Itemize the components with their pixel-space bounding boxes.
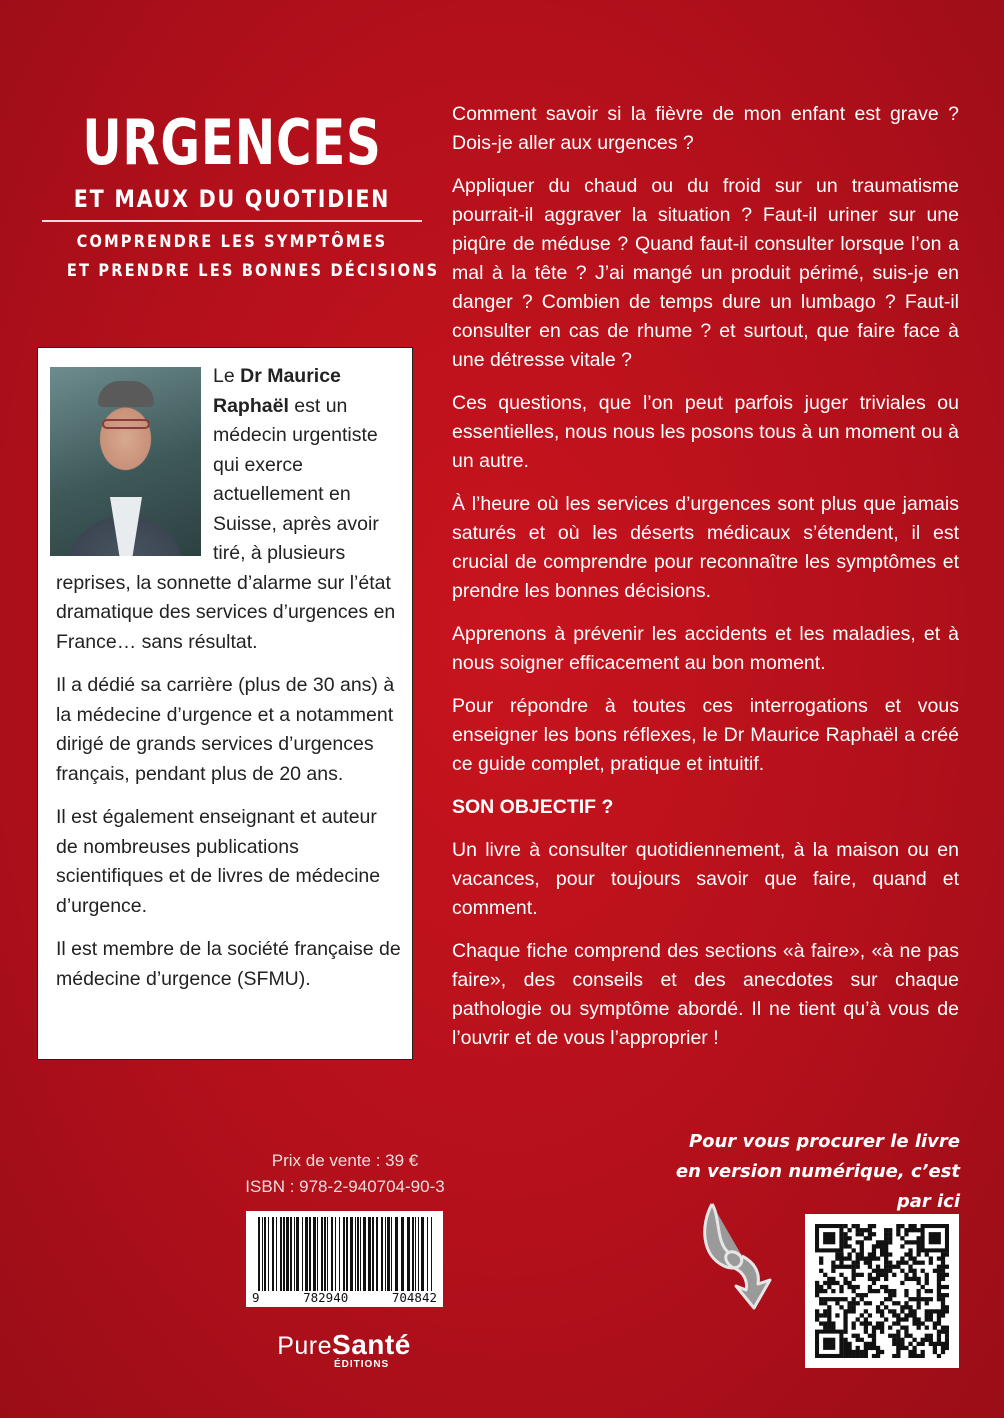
- book-subtitle: ET MAUX DU QUOTIDIEN: [73, 185, 391, 213]
- description-paragraph: Comment savoir si la fièvre de mon enfant est grave ? Dois-je aller aux urgences ?: [452, 103, 959, 154]
- publisher-subtitle: ÉDITIONS: [334, 1359, 390, 1370]
- description-paragraph: Un livre à consulter quotidiennement, à la maison ou en vacances, pour toujours savoir que faire, quand et comment.: [452, 839, 959, 919]
- publisher-name-prefix: Pure: [277, 1332, 333, 1360]
- barcode-digit-group-2: 704842: [391, 1290, 437, 1305]
- barcode: [246, 1211, 443, 1307]
- publisher-logo: [262, 1330, 426, 1382]
- curved-arrow-icon: [690, 1196, 780, 1321]
- description-paragraph: À l’heure où les services d’urgences sont plus que jamais saturés et où les déserts médicaux s’étendent, il est crucial de comprendre pour reconnaître les symptômes et prendre les bonnes décisions.: [452, 493, 959, 602]
- description-paragraph: Pour répondre à toutes ces interrogations et vous enseigner les bons réflexes, le Dr Maurice Raphaël a créé ce guide complet, pratique et intuitif.: [452, 695, 959, 775]
- price-label: Prix de vente : 39 €: [271, 1151, 419, 1170]
- barcode-digits: [246, 1290, 443, 1305]
- author-box: [37, 347, 413, 1060]
- author-name: Dr Maurice Raphaël: [213, 365, 341, 417]
- publisher-name: [262, 1330, 426, 1361]
- book-description: [452, 100, 959, 1067]
- barcode-digit-first: 9: [252, 1290, 260, 1305]
- barcode-digit-group-1: 782940: [303, 1290, 349, 1305]
- publisher-name-suffix: Santé: [332, 1329, 411, 1360]
- title-block: [40, 100, 440, 286]
- author-bio-prefix: Le: [213, 365, 241, 387]
- objective-heading: SON OBJECTIF ?: [452, 796, 614, 818]
- tagline-line-2: ET PRENDRE LES BONNES DÉCISIONS: [66, 261, 440, 281]
- title-divider: [42, 220, 422, 222]
- isbn-label: ISBN : 978-2-940704-90-3: [245, 1177, 445, 1196]
- author-bio-paragraph: Il est membre de la société française de médecine d’urgence (SFMU).: [56, 938, 401, 990]
- author-bio-text: est un médecin urgentiste qui exerce actuellement en Suisse, après avoir tiré, à plusieurs reprises, la sonnette d’alarme sur l’état dramatique des services d’urgences en France… sans résultat.: [56, 394, 396, 653]
- author-bio-paragraph: [56, 362, 402, 657]
- barcode-bars-icon: [246, 1211, 443, 1291]
- price-block: [222, 1148, 468, 1200]
- author-bio: [56, 362, 402, 1008]
- qr-code-icon[interactable]: [805, 1214, 959, 1368]
- description-paragraph: Chaque fiche comprend des sections «à faire», «à ne pas faire», des conseils et des anecdotes sur chaque pathologie ou symptôme abordé. Il ne tient qu’à vous de l’ouvrir et de vous l’approprier !: [452, 940, 959, 1049]
- tagline-line-1: COMPRENDRE LES SYMPTÔMES: [76, 232, 388, 252]
- description-paragraph: Apprenons à prévenir les accidents et les maladies, et à nous soigner efficacement au bon moment.: [452, 623, 959, 674]
- author-bio-paragraph: Il a dédié sa carrière (plus de 30 ans) à la médecine d’urgence et a notamment dirigé de grands services d’urgences français, pendant plus de 20 ans.: [56, 674, 395, 785]
- digital-note-line-1: Pour vous procurer le livre: [688, 1131, 960, 1152]
- description-paragraph: Ces questions, que l’on peut parfois juger triviales ou essentielles, nous nous les posons tous à un moment ou à un autre.: [452, 392, 959, 472]
- book-title: URGENCES: [82, 106, 382, 179]
- description-paragraph: Appliquer du chaud ou du froid sur un traumatisme pourrait-il aggraver la situation ? Faut-il uriner sur une piqûre de méduse ? Quand faut-il consulter lorsque l’on a mal à la tête ? J’ai mangé un produit périmé, suis-je en danger ? Combien de temps dure un lumbago ? Faut-il consulter en cas de rhume ? et surtout, que faire face à une détresse vitale ?: [452, 175, 959, 371]
- author-bio-paragraph: Il est également enseignant et auteur de nombreuses publications scientifiques et de livres de médecine d’urgence.: [56, 806, 381, 917]
- digital-note-line-2: en version numérique, c’est par ici: [675, 1161, 960, 1212]
